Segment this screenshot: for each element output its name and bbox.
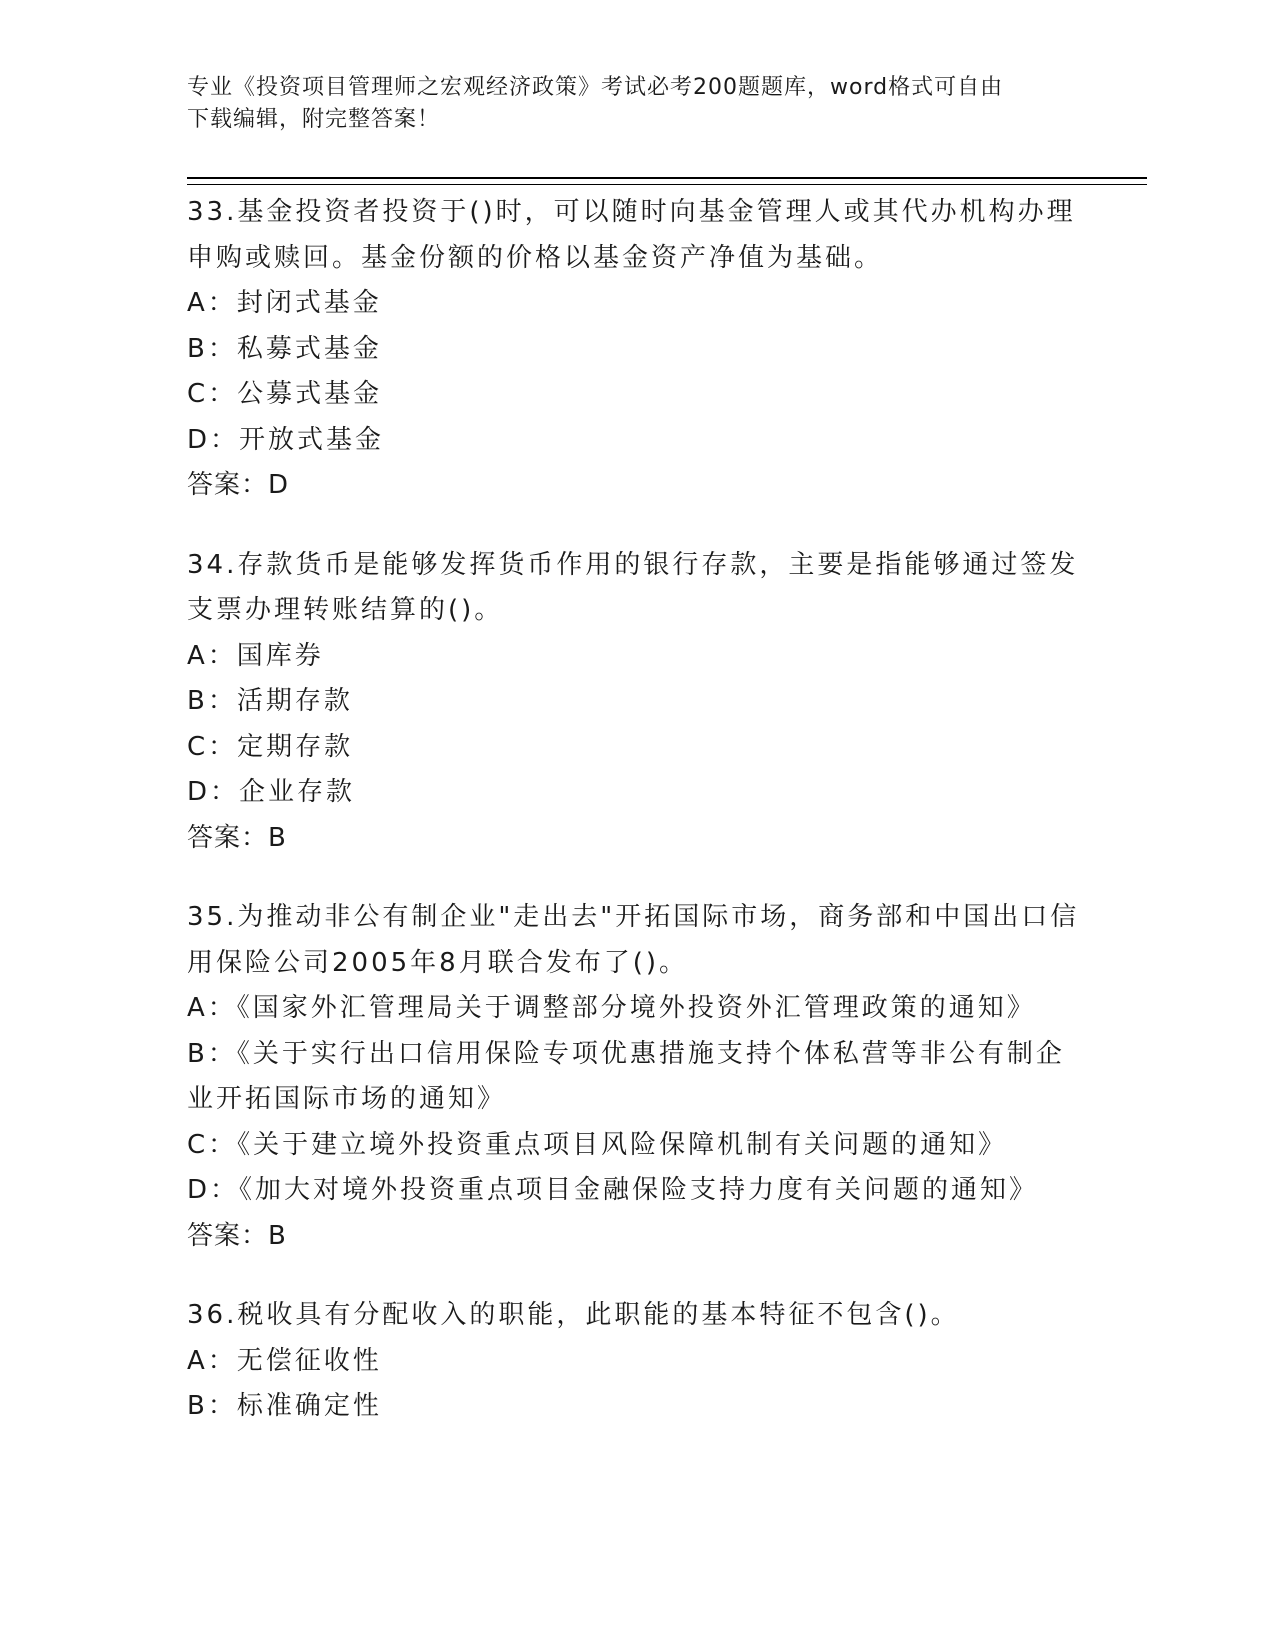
option-a: A：封闭式基金: [187, 288, 382, 318]
question-33: [187, 190, 1087, 509]
option-b: B：标准确定性: [187, 1391, 382, 1421]
question-stem-line: 35.为推动非公有制企业"走出去"开拓国际市场，商务部和中国出口信: [187, 902, 1080, 932]
option-b: B：《关于实行出口信用保险专项优惠措施支持个体私营等非公有制企: [187, 1038, 1065, 1069]
header-rule-thick: [187, 177, 1147, 179]
option-d: D：《加大对境外投资重点项目金融保险支持力度有关问题的通知》: [187, 1175, 1039, 1205]
option-a: A：《国家外汇管理局关于调整部分境外投资外汇管理政策的通知》: [187, 993, 1036, 1023]
option-a: A：无偿征收性: [187, 1345, 382, 1376]
option-c: C：《关于建立境外投资重点项目风险保障机制有关问题的通知》: [187, 1129, 1008, 1160]
header-line-2: 下载编辑，附完整答案！: [187, 107, 441, 132]
question-34: [187, 543, 1087, 862]
header-rule-thin: [187, 184, 1147, 185]
option-b-continued: 业开拓国际市场的通知》: [187, 1084, 507, 1114]
question-stem-line: 33.基金投资者投资于()时，可以随时向基金管理人或其代办机构办理: [187, 197, 1076, 227]
answer-line: 答案：D: [187, 470, 290, 500]
header-line-1: 专业《投资项目管理师之宏观经济政策》考试必考200题题库，word格式可自由: [187, 75, 1004, 100]
option-a: A：国库券: [187, 640, 324, 671]
document-header: [187, 72, 1067, 136]
answer-line: 答案：B: [187, 822, 287, 853]
option-d: D：企业存款: [187, 777, 356, 807]
question-list: [187, 190, 1087, 1464]
question-stem-line: 34.存款货币是能够发挥货币作用的银行存款，主要是指能够通过签发: [187, 549, 1079, 580]
question-stem-line: 用保险公司2005年8月联合发布了()。: [187, 947, 688, 978]
option-d: D：开放式基金: [187, 424, 385, 455]
option-c: C：定期存款: [187, 731, 354, 762]
question-stem-line: 36.税收具有分配收入的职能，此职能的基本特征不包含()。: [187, 1300, 960, 1330]
answer-line: 答案：B: [187, 1220, 287, 1251]
option-c: C：公募式基金: [187, 379, 383, 409]
option-b: B：活期存款: [187, 686, 353, 716]
question-stem-line: 申购或赎回。基金份额的价格以基金资产净值为基础。: [187, 242, 884, 273]
option-b: B：私募式基金: [187, 333, 382, 364]
question-stem-line: 支票办理转账结算的()。: [187, 595, 504, 625]
question-35: [187, 895, 1087, 1259]
question-36: [187, 1293, 1087, 1430]
